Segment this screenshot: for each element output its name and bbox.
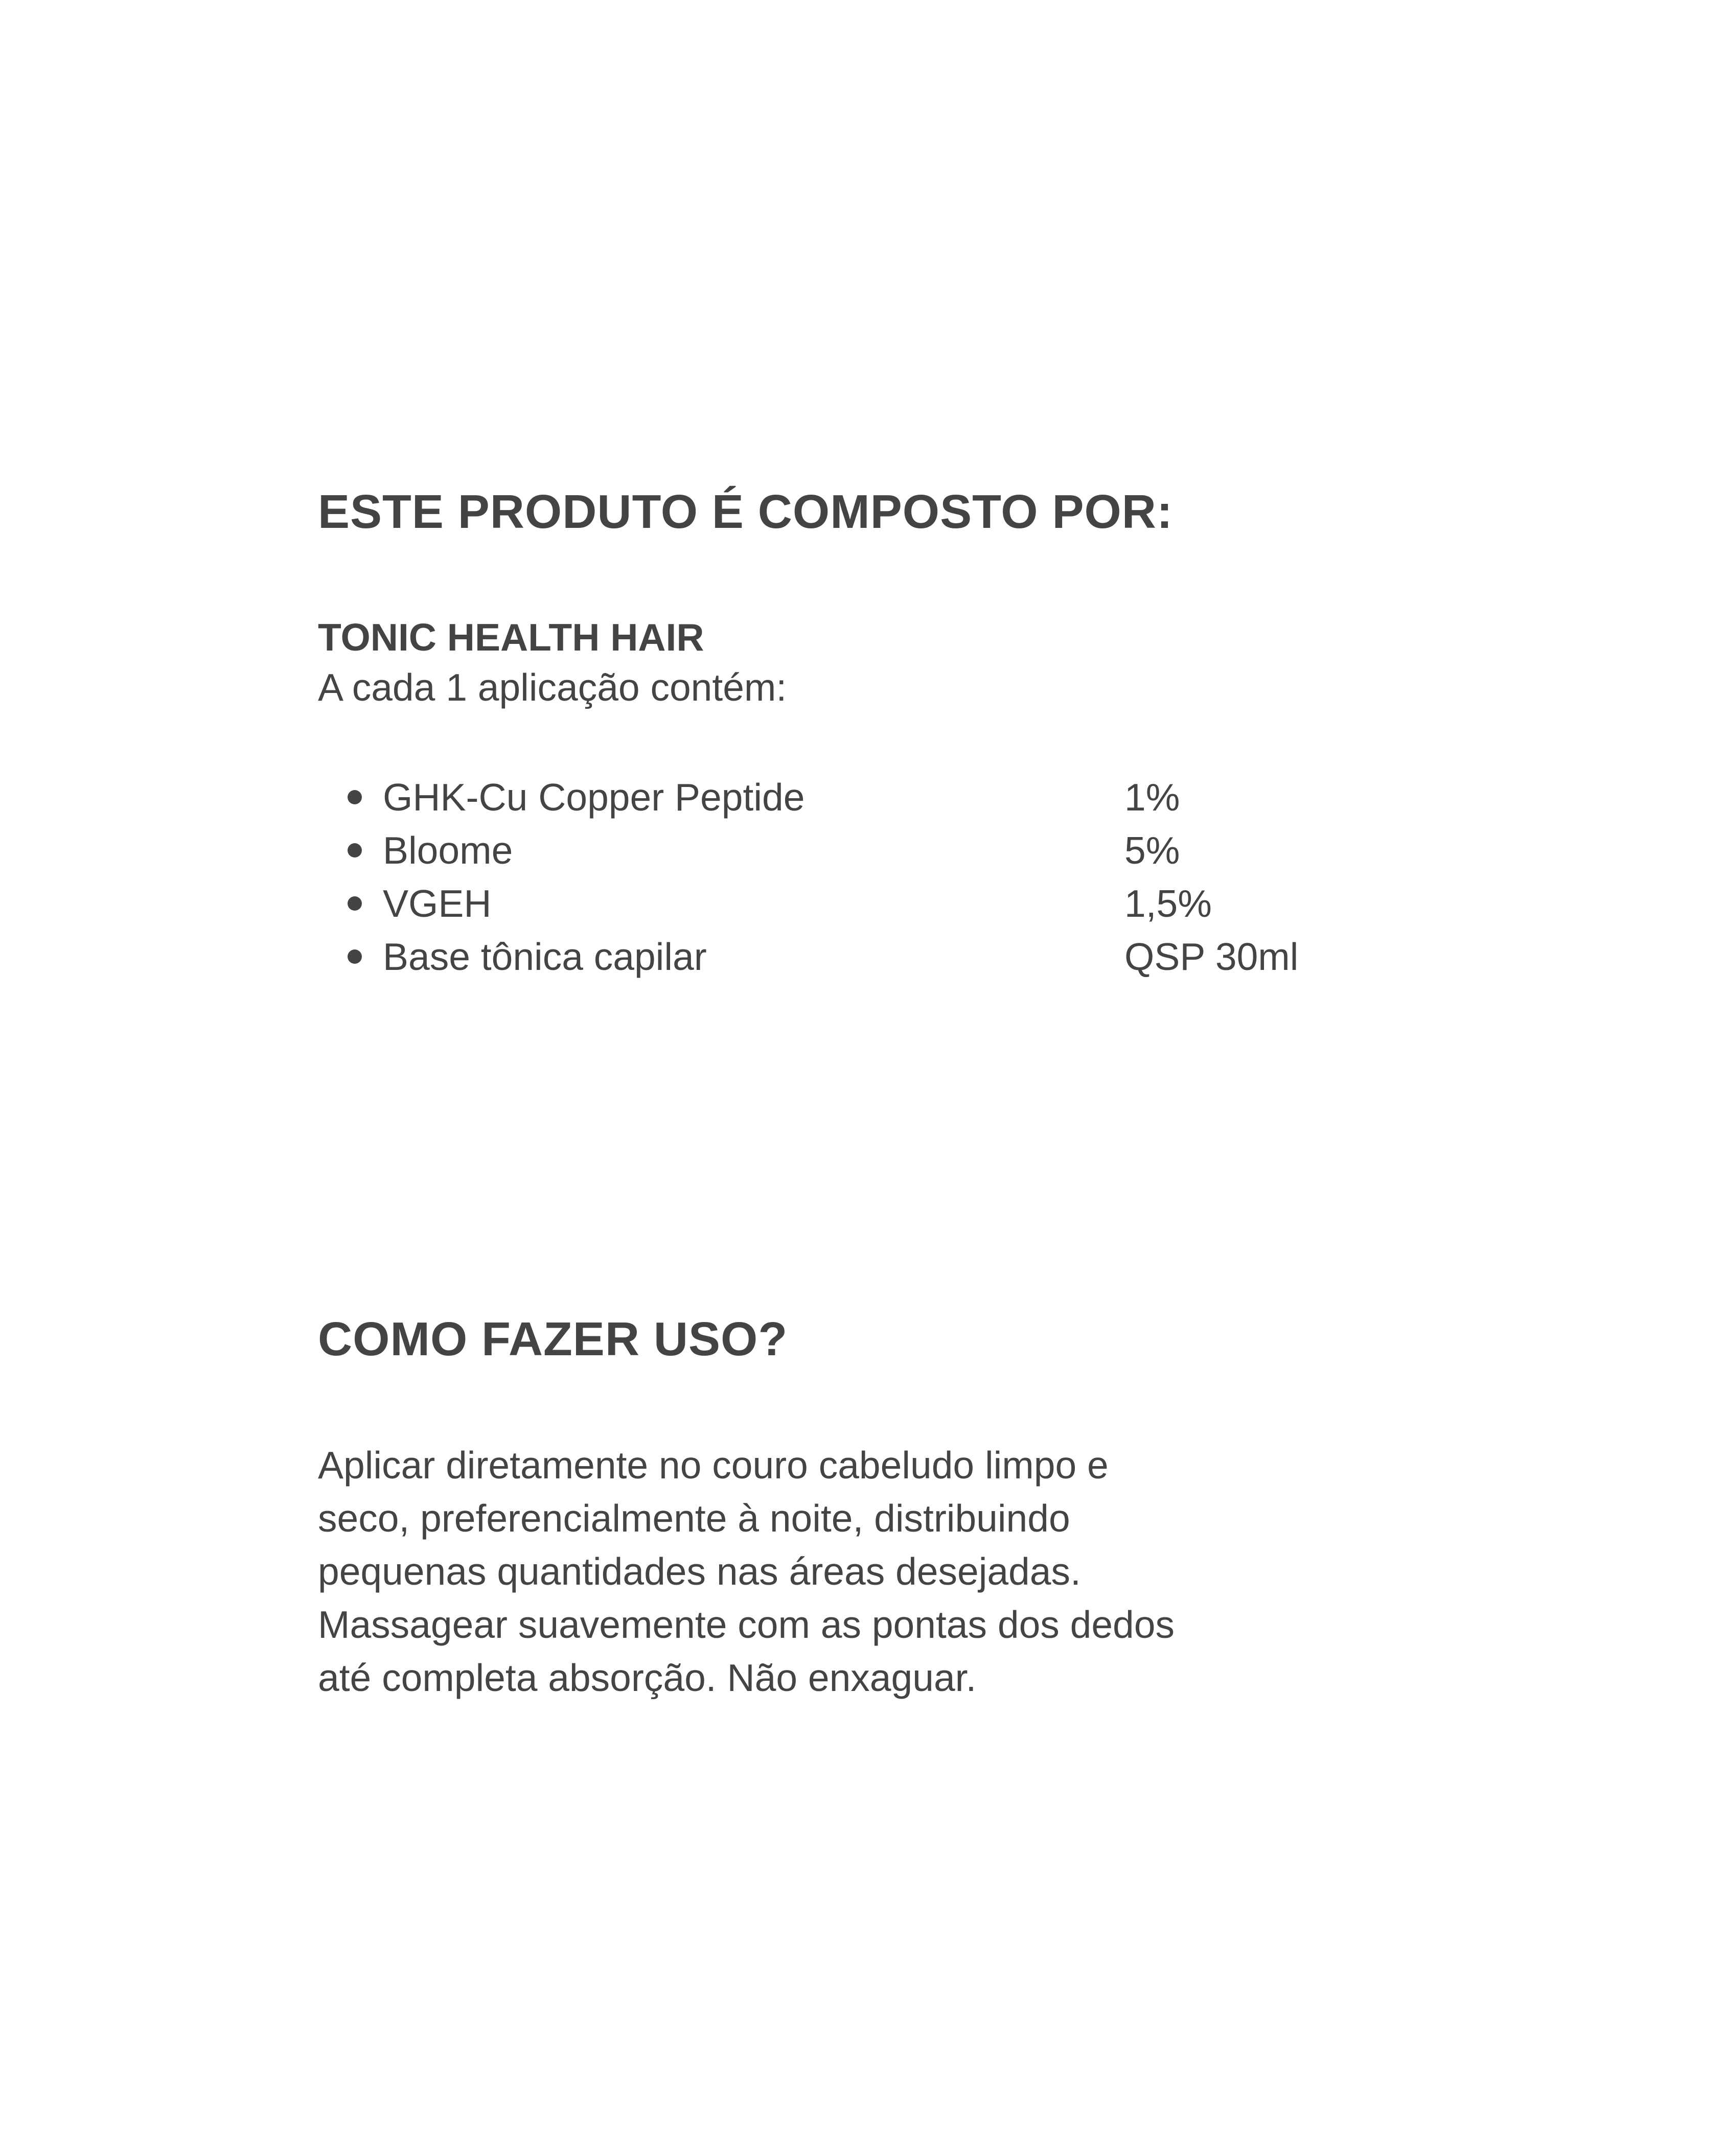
product-name: TONIC HEALTH HAIR (318, 616, 704, 659)
usage-heading: COMO FAZER USO? (318, 1312, 788, 1365)
ingredient-name: Bloome (383, 829, 513, 872)
ingredient-name: GHK-Cu Copper Peptide (383, 776, 805, 819)
ingredient-amount: 1,5% (1124, 882, 1212, 925)
ingredient-row (318, 771, 1391, 824)
ingredient-row (318, 930, 1391, 983)
ingredient-name: VGEH (383, 882, 492, 925)
ingredient-row (318, 877, 1391, 930)
usage-instructions (318, 1439, 1366, 1704)
ingredient-amount: 5% (1124, 829, 1180, 872)
usage-line: Aplicar diretamente no couro cabeludo limpo e (318, 1444, 1109, 1487)
ingredient-list (318, 771, 1391, 983)
bullet-icon (348, 790, 362, 804)
dose-note: A cada 1 aplicação contém: (318, 666, 787, 709)
composition-heading: ESTE PRODUTO É COMPOSTO POR: (318, 485, 1173, 538)
usage-line: pequenas quantidades nas áreas desejadas. (318, 1550, 1081, 1593)
ingredient-amount: QSP 30ml (1124, 935, 1299, 978)
bullet-icon (348, 949, 362, 964)
bullet-icon (348, 843, 362, 857)
usage-line: seco, preferencialmente à noite, distribuindo (318, 1497, 1070, 1540)
ingredient-row (318, 824, 1391, 877)
bullet-icon (348, 896, 362, 911)
usage-line: Massagear suavemente com as pontas dos dedos (318, 1603, 1175, 1646)
ingredient-amount: 1% (1124, 776, 1180, 819)
usage-line: até completa absorção. Não enxaguar. (318, 1656, 977, 1699)
ingredient-name: Base tônica capilar (383, 935, 707, 978)
